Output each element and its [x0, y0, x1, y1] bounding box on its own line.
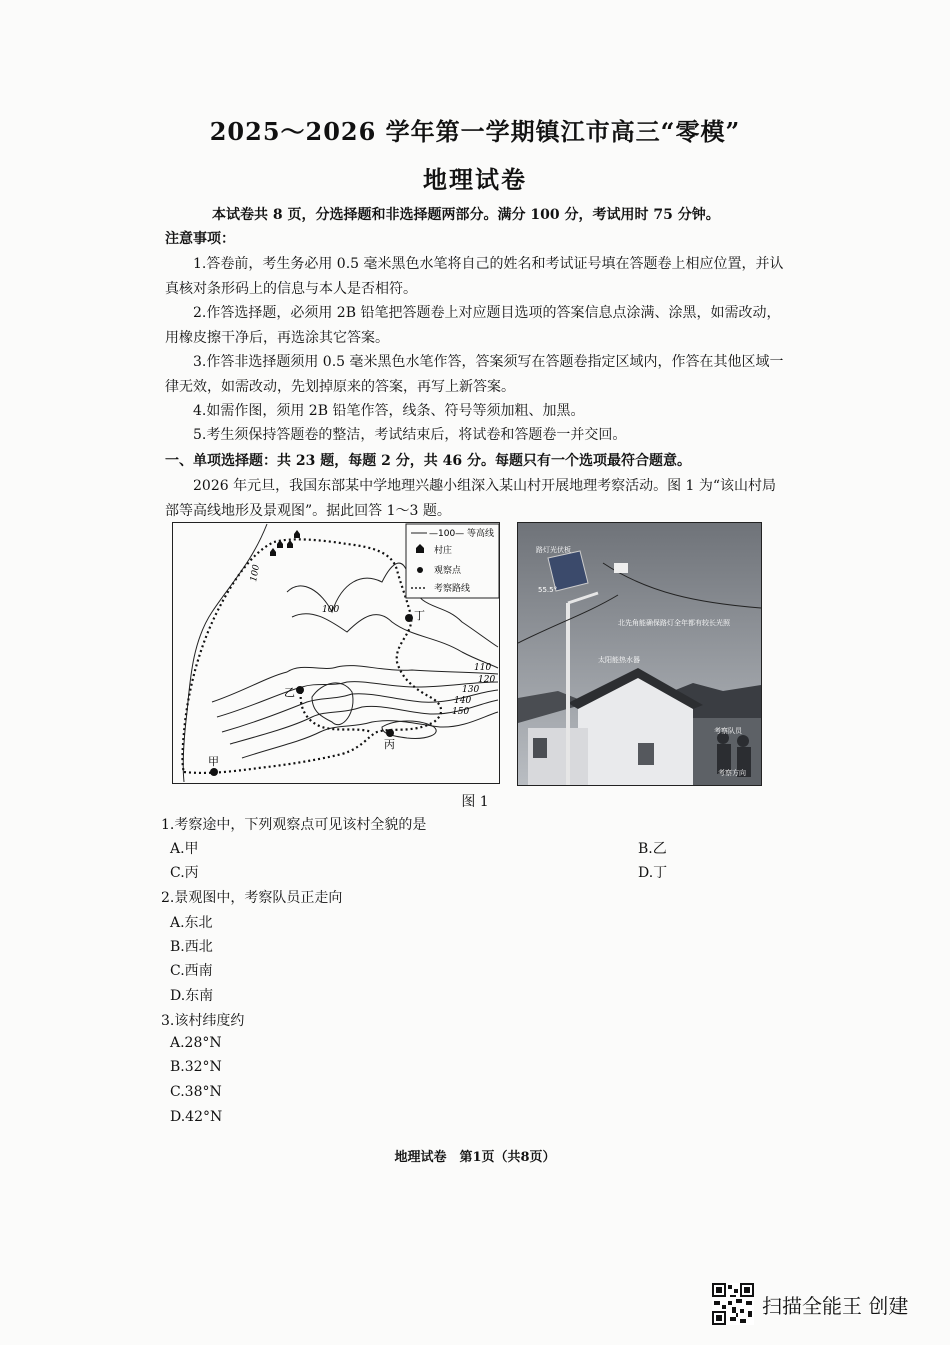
contour-map	[172, 522, 500, 784]
point-label: 甲	[208, 755, 219, 768]
point-label: 丁	[414, 609, 425, 622]
photo-scene	[518, 523, 761, 785]
note-item: 2.作答选择题，必须用 2B 铅笔把答题卷上对应题目选项的答案信息点涂满、涂黑，如需改动，用橡皮擦干净后，再选涂其它答案。	[165, 305, 781, 346]
question-stem-intro: 2026 年元旦，我国东部某中学地理兴趣小组深入某山村开展地理考察活动。图 1 为“该山村局部等高线地形及景观图”。据此回答 1～3 题。	[165, 478, 777, 519]
point-label: 丙	[384, 738, 395, 751]
option-d: D.丁	[638, 865, 668, 881]
contour-label: 110	[474, 663, 492, 673]
option-b: B.乙	[638, 841, 667, 857]
option-c: C.38°N	[170, 1084, 222, 1100]
exam-title: 2025～2026 学年第一学期镇江市高三“零模”	[209, 117, 741, 146]
photo-label: 考察队员	[714, 727, 742, 735]
legend-point: 观察点	[434, 566, 462, 576]
note-item: 1.答卷前，考生务必用 0.5 毫米黑色水笔将自己的姓名和考试证号填在答题卷上相应位置，并认真核对条形码上的信息与本人是否相符。	[165, 256, 784, 297]
option-a: A.东北	[170, 915, 213, 931]
note-item: 3.作答非选择题须用 0.5 毫米黑色水笔作答，答案须写在答题卷指定区域内，作答在其他区域一律无效，如需改动，先划掉原来的答案，再写上新答案。	[165, 354, 784, 395]
contour-label: 140	[454, 696, 472, 706]
note-item: 4.如需作图，须用 2B 铅笔作答，线条、符号等须加粗、加黑。	[193, 403, 585, 419]
question-3: 3.该村纬度约	[161, 1013, 245, 1029]
landscape-photo	[517, 522, 762, 786]
option-a: A.甲	[170, 841, 199, 857]
contour-label: 100	[249, 563, 262, 583]
contour-label: 120	[478, 675, 496, 685]
option-d: D.42°N	[170, 1109, 223, 1125]
figure-caption: 图 1	[461, 794, 489, 810]
contour-label: 100	[322, 605, 340, 615]
option-b: B.32°N	[170, 1059, 222, 1075]
legend-route: 考察路线	[434, 584, 471, 594]
watermark-text: 扫描全能王 创建	[762, 1293, 909, 1318]
point-bing	[386, 729, 394, 737]
intro-text: 本试卷共 8 页，分选择题和非选择题两部分。满分 100 分，考试用时 75 分钟。	[212, 207, 720, 223]
option-d: D.东南	[170, 988, 214, 1004]
contour-label: 150	[452, 707, 470, 717]
photo-label: 考察方向	[718, 769, 746, 777]
point-ding	[405, 614, 413, 622]
note-item: 5.考生须保持答题卷的整洁，考试结束后，将试卷和答题卷一并交回。	[193, 427, 627, 443]
option-c: C.丙	[170, 865, 199, 881]
photo-label: 55.5°	[538, 586, 558, 594]
option-c: C.西南	[170, 963, 213, 979]
question-2: 2.景观图中，考察队员正走向	[161, 890, 343, 906]
exam-subject: 地理试卷	[423, 165, 527, 194]
qr-code-icon	[712, 1283, 754, 1325]
photo-label: 太阳能热水器	[598, 656, 640, 664]
point-jia	[210, 768, 218, 776]
photo-label: 北先角能确保路灯全年都有较长光照	[618, 619, 730, 627]
notes-heading: 注意事项：	[165, 231, 235, 247]
contour-label: 130	[462, 685, 480, 695]
section-heading: 一、单项选择题：共 23 题，每题 2 分，共 46 分。每题只有一个选项最符合题意。	[165, 453, 691, 469]
scanner-watermark	[712, 1283, 908, 1325]
legend-village: 村庄	[434, 546, 453, 556]
question-1: 1.考察途中，下列观察点可见该村全貌的是	[161, 817, 427, 833]
point-yi	[296, 686, 304, 694]
option-a: A.28°N	[170, 1035, 222, 1051]
point-label: 乙	[284, 686, 295, 699]
page-footer: 地理试卷 第1页（共8页）	[394, 1150, 556, 1165]
option-b: B.西北	[170, 939, 213, 955]
legend-contour: —100— 等高线	[429, 529, 495, 539]
photo-label: 路灯光伏板	[536, 546, 571, 554]
